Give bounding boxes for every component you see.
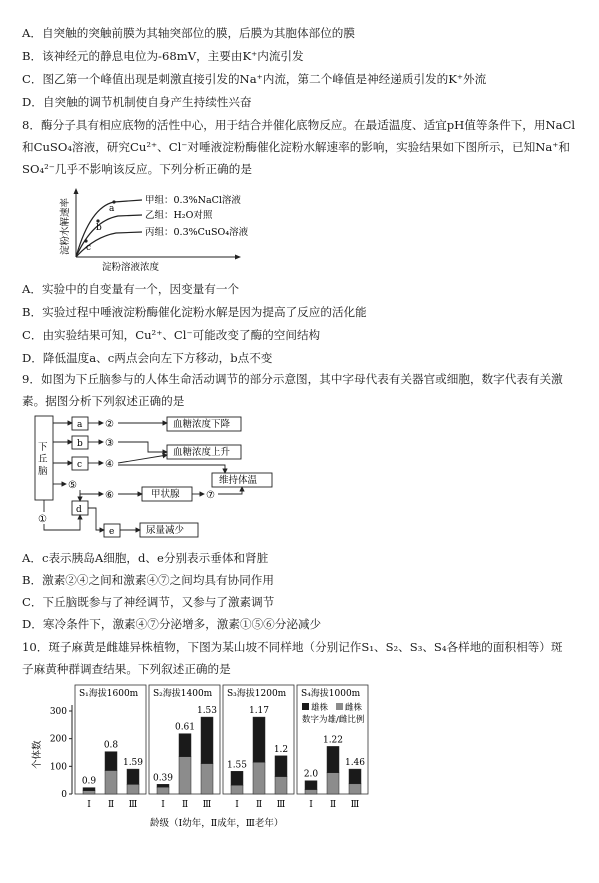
hypothalamus-regulation-diagram [30, 412, 280, 542]
temperature-label: 维持体温 [219, 475, 258, 486]
bar-male [179, 734, 191, 757]
question-8-line3: SO₄²⁻几乎不影响该反应。下列分析正确的是 [22, 162, 252, 176]
x-tick-label: Ⅲ [128, 800, 138, 810]
legend-female-label: 雌株 [345, 703, 363, 713]
x-tick-label: Ⅰ [161, 800, 165, 810]
option-7c: C．图乙第一个峰值出现是刺激直接引发的Na⁺内流，第二个峰值是神经递质引发的K⁺外流 [22, 72, 487, 86]
hypothalamus-char-3: 脑 [38, 466, 48, 477]
question-10-line1: 10．斑子麻黄是雌雄异株植物，下图为某山坡不同样地（分别记作S₁、S₂、S₃、S₄各样地的面积相等）斑 [22, 640, 563, 654]
box-e-label: e [109, 527, 115, 537]
hypothalamus-char-2: 丘 [38, 454, 48, 465]
bar-female [127, 784, 139, 794]
bar-female [105, 770, 117, 794]
hormone-7: ⑦ [206, 490, 215, 501]
box-c-label: c [77, 460, 83, 470]
bar-male [349, 769, 361, 784]
x-tick-label: Ⅰ [235, 800, 239, 810]
legend-note: 数字为雄/雌比例 [302, 715, 365, 725]
y-tick-label: 300 [49, 707, 67, 717]
bar-male [275, 756, 287, 777]
y-tick-label: 100 [49, 762, 67, 773]
bar-female [327, 773, 339, 794]
x-tick-label: Ⅱ [181, 800, 189, 810]
point-b-label: b [96, 223, 102, 233]
bar-male [327, 746, 339, 772]
ratio-label: 1.46 [344, 758, 366, 769]
x-tick-label: Ⅱ [107, 800, 115, 810]
bar-female [201, 764, 213, 794]
glucose-down-label: 血糖浓度下降 [173, 419, 231, 430]
x-tick-label: Ⅲ [350, 800, 360, 810]
x-tick-label: Ⅱ [255, 800, 263, 810]
box-d-label: d [76, 505, 82, 515]
panel-title: S₁海拔1600m [79, 689, 139, 699]
option-7a: A．自突触的突触前膜为其轴突部位的膜，后膜为其胞体部位的膜 [22, 26, 355, 40]
point-c-label: c [86, 243, 92, 253]
fig8-xlabel: 淀粉溶液浓度 [102, 262, 160, 273]
hypothalamus-char-1: 下 [38, 442, 48, 453]
series-a-label: 甲组：0.3%NaCl溶液 [145, 195, 241, 206]
hormone-3: ③ [105, 438, 114, 449]
option-7d: D．自突触的调节机制使自身产生持续性兴奋 [22, 95, 252, 109]
hormone-6: ⑥ [105, 490, 114, 501]
x-tick-label: Ⅱ [329, 800, 337, 810]
x-tick-label: Ⅲ [202, 800, 212, 810]
series-b-label: 乙组：H₂O对照 [145, 210, 213, 221]
box-b-label: b [77, 439, 83, 449]
bar-female [179, 757, 191, 794]
ratio-label: 0.9 [81, 776, 97, 787]
x-tick-label: Ⅲ [276, 800, 286, 810]
option-9d: D．寒冷条件下，激素④⑦分泌增多，激素①⑤⑥分泌减少 [22, 617, 322, 631]
bar-male [201, 717, 213, 763]
question-9-line2: 素。据图分析下列叙述正确的是 [22, 394, 185, 408]
x-tick-label: Ⅰ [309, 800, 313, 810]
bar-male [253, 717, 265, 762]
thyroid-label: 甲状腺 [151, 489, 180, 500]
bar-female [231, 785, 243, 794]
bar-female [349, 784, 361, 794]
glucose-up-label: 血糖浓度上升 [173, 447, 231, 458]
hormone-1: ① [38, 514, 47, 525]
hormone-4: ④ [105, 459, 114, 470]
ratio-label: 0.8 [103, 740, 119, 751]
series-c-label: 丙组：0.3%CuSO₄溶液 [145, 227, 249, 238]
bar-male [305, 781, 317, 790]
hormone-2: ② [105, 419, 114, 430]
bar-male [157, 784, 169, 787]
y-tick-label: 0 [61, 790, 67, 800]
bar-male [127, 769, 139, 784]
ratio-label: 1.2 [273, 744, 289, 755]
ratio-label: 1.53 [196, 706, 218, 717]
panel-title: S₂海拔1400m [153, 689, 213, 699]
legend-male-label: 雄株 [311, 703, 329, 713]
bar-female [83, 791, 95, 794]
ratio-label: 1.22 [322, 735, 344, 746]
option-9c: C．下丘脑既参与了神经调节，又参与了激素调节 [22, 595, 275, 609]
bar-male [231, 771, 243, 785]
urine-label: 尿量减少 [146, 525, 185, 536]
fig8-ylabel: 淀粉水解速率 [60, 197, 71, 255]
ratio-label: 0.61 [174, 722, 196, 733]
hormone-5: ⑤ [68, 480, 77, 491]
bar-male [83, 788, 95, 791]
option-9a: A．c表示胰岛A细胞，d、e分别表示垂体和肾脏 [22, 551, 269, 565]
y-tick-label: 200 [49, 734, 67, 745]
question-8-line2: 和CuSO₄溶液，研究Cu²⁺、Cl⁻对唾液淀粉酶催化淀粉水解速率的影响，实验结果如下图所示，已知Na⁺和 [22, 140, 570, 154]
chart-xlabel: 龄级（Ⅰ幼年，Ⅱ成年，Ⅲ老年） [150, 818, 284, 829]
panel-title: S₃海拔1200m [227, 689, 287, 699]
bar-female [275, 777, 287, 794]
ratio-label: 2.0 [303, 769, 319, 780]
question-9-line1: 9．如图为下丘脑参与的人体生命活动调节的部分示意图，其中字母代表有关器官或细胞，数字代表有关激 [22, 372, 563, 386]
bar-male [105, 752, 117, 771]
option-8c: C．由实验结果可知，Cu²⁺、Cl⁻可能改变了酶的空间结构 [22, 328, 321, 342]
box-a-label: a [77, 420, 83, 430]
population-bar-chart [20, 683, 390, 835]
x-tick-label: Ⅰ [87, 800, 91, 810]
bar-female [157, 787, 169, 794]
bar-female [253, 762, 265, 794]
option-8b: B．实验过程中唾液淀粉酶催化淀粉水解是因为提高了反应的活化能 [22, 305, 367, 319]
enzyme-rate-figure [28, 185, 268, 275]
option-8a: A．实验中的自变量有一个，因变量有一个 [22, 282, 240, 296]
option-8d: D．降低温度a、c两点会向左下方移动，b点不变 [22, 351, 273, 365]
option-7b: B．该神经元的静息电位为-68mV，主要由K⁺内流引发 [22, 49, 304, 63]
ratio-label: 1.17 [248, 706, 270, 717]
chart-ylabel: 个体数 [32, 740, 43, 769]
ratio-label: 1.55 [226, 760, 248, 771]
panel-title: S₄海拔1000m [301, 689, 361, 699]
legend-female-swatch [336, 703, 343, 710]
bar-female [305, 790, 317, 794]
question-10-line2: 子麻黄种群调查结果。下列叙述正确的是 [22, 662, 231, 676]
option-9b: B．激素②④之间和激素④⑦之间均具有协同作用 [22, 573, 274, 587]
legend-male-swatch [302, 703, 309, 710]
ratio-label: 1.59 [122, 758, 144, 769]
point-a-label: a [109, 204, 115, 214]
question-8-line1: 8．酶分子具有相应底物的活性中心，用于结合并催化底物反应。在最适温度、适宜pH值等条件下，用NaCl [22, 118, 576, 132]
ratio-label: 0.39 [152, 773, 174, 784]
